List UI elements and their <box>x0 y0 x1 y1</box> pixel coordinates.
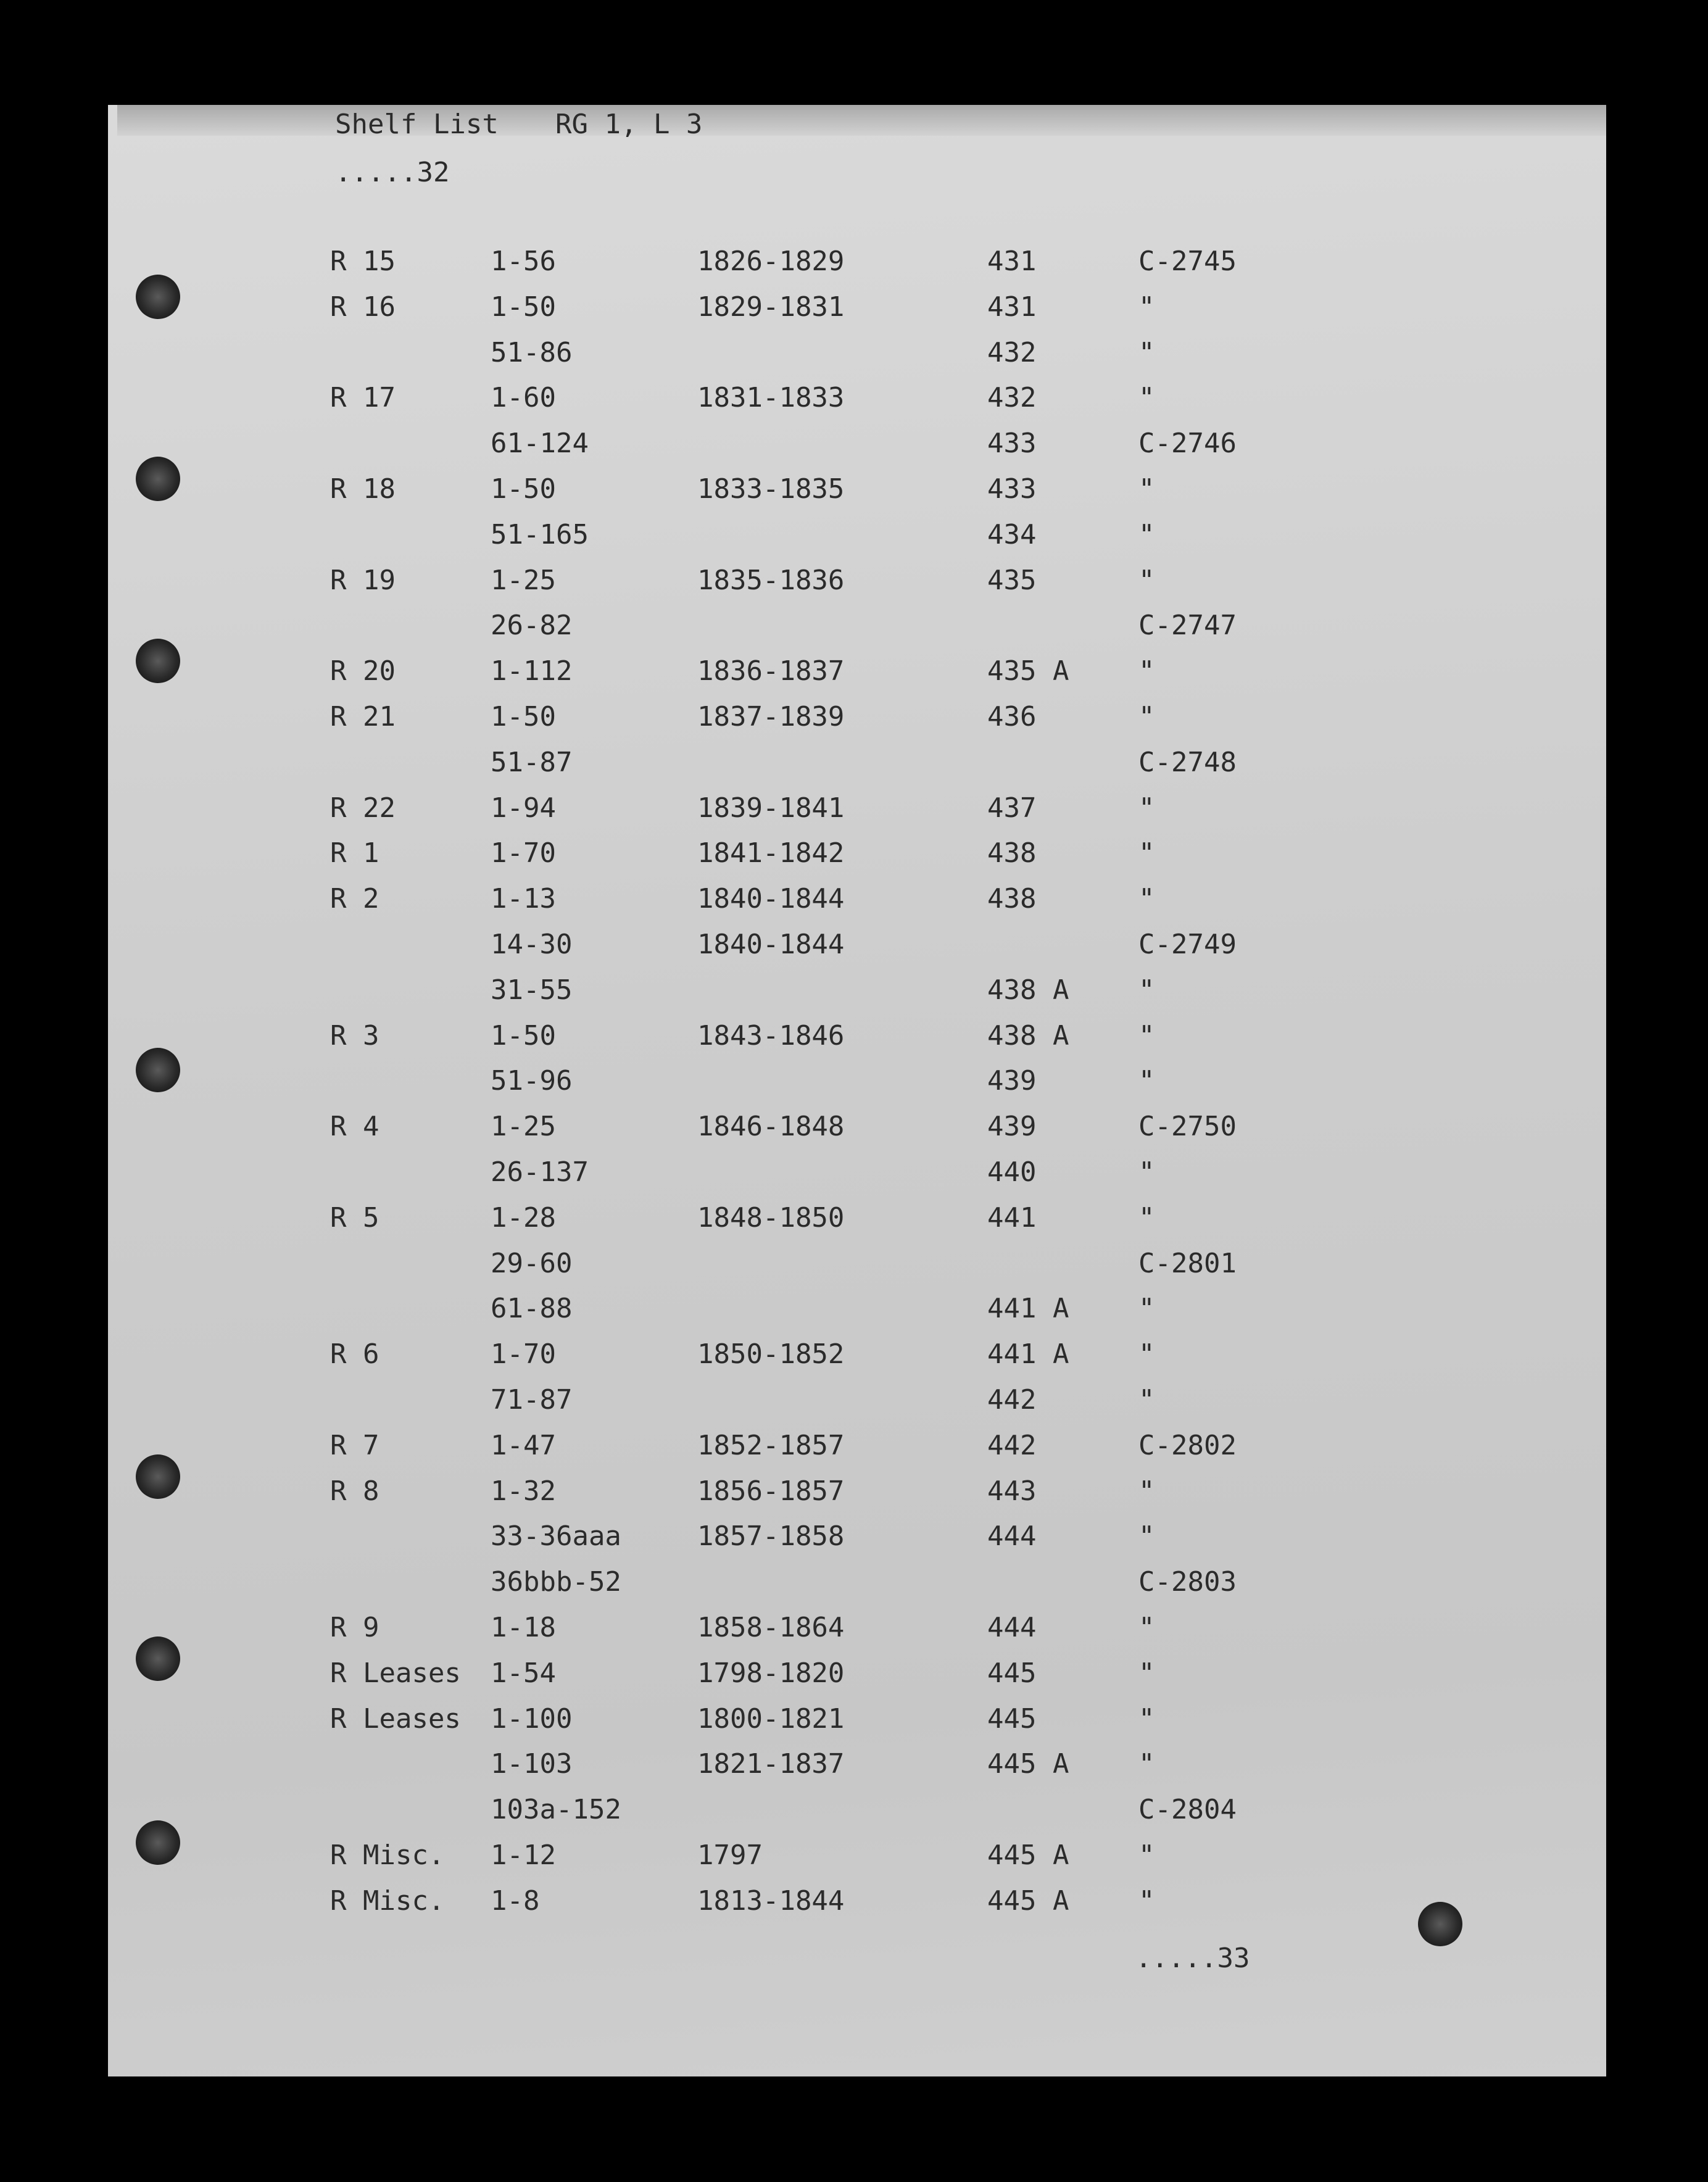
items-cell: 1-103 <box>491 1748 573 1780</box>
dates-cell: 1833-1835 <box>697 473 845 505</box>
reel-cell: " <box>1138 1156 1155 1188</box>
reel-cell: " <box>1138 655 1155 687</box>
reel-cell: " <box>1138 1840 1155 1871</box>
volume-cell: 439 <box>987 1111 1037 1142</box>
dates-cell: 1836-1837 <box>697 655 845 687</box>
dates-cell: 1841-1842 <box>697 837 845 869</box>
dates-cell: 1846-1848 <box>697 1111 845 1142</box>
volume-cell: 435 A <box>987 655 1069 687</box>
items-cell: 103a-152 <box>491 1794 621 1825</box>
volume-cell: 433 <box>987 473 1037 505</box>
reel-cell: " <box>1138 792 1155 824</box>
binder-hole <box>136 1820 180 1865</box>
items-cell: 1-8 <box>491 1885 540 1917</box>
binder-hole <box>1418 1902 1462 1946</box>
volume-cell: 435 <box>987 565 1037 596</box>
reel-cell: " <box>1138 837 1155 869</box>
series-cell: R 22 <box>330 792 396 824</box>
volume-cell: 433 <box>987 428 1037 459</box>
series-cell: R 20 <box>330 655 396 687</box>
series-cell: R Misc. <box>330 1840 445 1871</box>
items-cell: 51-96 <box>491 1065 573 1097</box>
dates-cell: 1843-1846 <box>697 1020 845 1052</box>
dates-cell: 1797 <box>697 1840 763 1871</box>
volume-cell: 438 <box>987 837 1037 869</box>
reel-cell: " <box>1138 337 1155 368</box>
items-cell: 1-50 <box>491 1020 556 1052</box>
series-cell: R 15 <box>330 246 396 277</box>
volume-cell: 431 <box>987 291 1037 323</box>
items-cell: 1-13 <box>491 883 556 915</box>
reel-cell: C-2746 <box>1138 428 1237 459</box>
reel-cell: C-2745 <box>1138 246 1237 277</box>
reel-cell: C-2801 <box>1138 1248 1237 1279</box>
series-cell: R 8 <box>330 1475 379 1507</box>
series-cell: R 1 <box>330 837 379 869</box>
reel-cell: C-2748 <box>1138 747 1237 778</box>
items-cell: 26-82 <box>491 610 573 641</box>
volume-cell: 436 <box>987 701 1037 732</box>
items-cell: 26-137 <box>491 1156 589 1188</box>
series-cell: R 5 <box>330 1202 379 1234</box>
reel-cell: " <box>1138 1748 1155 1780</box>
items-cell: 1-94 <box>491 792 556 824</box>
reel-cell: " <box>1138 1612 1155 1643</box>
reel-cell: " <box>1138 1202 1155 1234</box>
reel-cell: " <box>1138 701 1155 732</box>
items-cell: 1-47 <box>491 1430 556 1461</box>
volume-cell: 443 <box>987 1475 1037 1507</box>
document-title: Shelf List <box>335 109 499 140</box>
reel-cell: " <box>1138 1384 1155 1416</box>
dates-cell: 1858-1864 <box>697 1612 845 1643</box>
dates-cell: 1848-1850 <box>697 1202 845 1234</box>
dates-cell: 1839-1841 <box>697 792 845 824</box>
volume-cell: 445 A <box>987 1840 1069 1871</box>
items-cell: 1-28 <box>491 1202 556 1234</box>
dates-cell: 1857-1858 <box>697 1520 845 1552</box>
reel-cell: C-2803 <box>1138 1566 1237 1598</box>
volume-cell: 440 <box>987 1156 1037 1188</box>
items-cell: 71-87 <box>491 1384 573 1416</box>
reel-cell: " <box>1138 883 1155 915</box>
series-cell: R 21 <box>330 701 396 732</box>
binder-hole <box>136 457 180 501</box>
items-cell: 51-87 <box>491 747 573 778</box>
dates-cell: 1835-1836 <box>697 565 845 596</box>
volume-cell: 445 A <box>987 1885 1069 1917</box>
volume-cell: 445 <box>987 1703 1037 1735</box>
reel-cell: " <box>1138 519 1155 550</box>
series-cell: R 4 <box>330 1111 379 1142</box>
dates-cell: 1829-1831 <box>697 291 845 323</box>
reel-cell: " <box>1138 565 1155 596</box>
reel-cell: C-2747 <box>1138 610 1237 641</box>
reel-cell: C-2804 <box>1138 1794 1237 1825</box>
series-cell: R 6 <box>330 1338 379 1370</box>
dates-cell: 1831-1833 <box>697 382 845 413</box>
items-cell: 1-56 <box>491 246 556 277</box>
series-cell: R Misc. <box>330 1885 445 1917</box>
dates-cell: 1850-1852 <box>697 1338 845 1370</box>
dates-cell: 1852-1857 <box>697 1430 845 1461</box>
dates-cell: 1856-1857 <box>697 1475 845 1507</box>
items-cell: 1-112 <box>491 655 573 687</box>
next-page-marker: .....33 <box>1135 1943 1250 1974</box>
reel-cell: " <box>1138 291 1155 323</box>
reel-cell: C-2750 <box>1138 1111 1237 1142</box>
series-cell: R 18 <box>330 473 396 505</box>
series-cell: R 16 <box>330 291 396 323</box>
dates-cell: 1826-1829 <box>697 246 845 277</box>
reel-cell: " <box>1138 1475 1155 1507</box>
binder-hole <box>136 275 180 319</box>
items-cell: 61-124 <box>491 428 589 459</box>
series-cell: R 2 <box>330 883 379 915</box>
volume-cell: 442 <box>987 1384 1037 1416</box>
series-cell: R Leases <box>330 1657 461 1689</box>
items-cell: 1-54 <box>491 1657 556 1689</box>
dates-cell: 1800-1821 <box>697 1703 845 1735</box>
items-cell: 1-50 <box>491 701 556 732</box>
volume-cell: 437 <box>987 792 1037 824</box>
volume-cell: 445 <box>987 1657 1037 1689</box>
binder-hole <box>136 1636 180 1681</box>
reel-cell: " <box>1138 1520 1155 1552</box>
reel-cell: C-2802 <box>1138 1430 1237 1461</box>
dates-cell: 1813-1844 <box>697 1885 845 1917</box>
items-cell: 1-25 <box>491 1111 556 1142</box>
items-cell: 61-88 <box>491 1293 573 1324</box>
volume-cell: 441 A <box>987 1293 1069 1324</box>
items-cell: 1-18 <box>491 1612 556 1643</box>
items-cell: 51-165 <box>491 519 589 550</box>
volume-cell: 438 A <box>987 974 1069 1006</box>
items-cell: 1-32 <box>491 1475 556 1507</box>
dates-cell: 1840-1844 <box>697 929 845 960</box>
reel-cell: " <box>1138 1293 1155 1324</box>
record-group-reference: RG 1, L 3 <box>555 109 703 140</box>
volume-cell: 441 A <box>987 1338 1069 1370</box>
items-cell: 1-100 <box>491 1703 573 1735</box>
reel-cell: " <box>1138 1657 1155 1689</box>
reel-cell: C-2749 <box>1138 929 1237 960</box>
volume-cell: 439 <box>987 1065 1037 1097</box>
volume-cell: 444 <box>987 1612 1037 1643</box>
volume-cell: 432 <box>987 382 1037 413</box>
binder-hole <box>136 1454 180 1499</box>
reel-cell: " <box>1138 1020 1155 1052</box>
series-cell: R 17 <box>330 382 396 413</box>
items-cell: 1-70 <box>491 1338 556 1370</box>
volume-cell: 434 <box>987 519 1037 550</box>
reel-cell: " <box>1138 473 1155 505</box>
dates-cell: 1798-1820 <box>697 1657 845 1689</box>
items-cell: 51-86 <box>491 337 573 368</box>
series-cell: R 3 <box>330 1020 379 1052</box>
items-cell: 36bbb-52 <box>491 1566 621 1598</box>
items-cell: 14-30 <box>491 929 573 960</box>
volume-cell: 438 A <box>987 1020 1069 1052</box>
items-cell: 33-36aaa <box>491 1520 621 1552</box>
volume-cell: 431 <box>987 246 1037 277</box>
volume-cell: 445 A <box>987 1748 1069 1780</box>
volume-cell: 438 <box>987 883 1037 915</box>
reel-cell: " <box>1138 1703 1155 1735</box>
dates-cell: 1840-1844 <box>697 883 845 915</box>
items-cell: 1-25 <box>491 565 556 596</box>
items-cell: 29-60 <box>491 1248 573 1279</box>
volume-cell: 441 <box>987 1202 1037 1234</box>
items-cell: 1-50 <box>491 473 556 505</box>
volume-cell: 432 <box>987 337 1037 368</box>
series-cell: R 7 <box>330 1430 379 1461</box>
reel-cell: " <box>1138 1338 1155 1370</box>
volume-cell: 442 <box>987 1430 1037 1461</box>
reel-cell: " <box>1138 1065 1155 1097</box>
items-cell: 1-12 <box>491 1840 556 1871</box>
volume-cell: 444 <box>987 1520 1037 1552</box>
items-cell: 1-50 <box>491 291 556 323</box>
binder-hole <box>136 1048 180 1092</box>
reel-cell: " <box>1138 1885 1155 1917</box>
binder-hole <box>136 639 180 683</box>
dates-cell: 1837-1839 <box>697 701 845 732</box>
series-cell: R 9 <box>330 1612 379 1643</box>
series-cell: R 19 <box>330 565 396 596</box>
items-cell: 31-55 <box>491 974 573 1006</box>
reel-cell: " <box>1138 382 1155 413</box>
reel-cell: " <box>1138 974 1155 1006</box>
items-cell: 1-60 <box>491 382 556 413</box>
previous-page-marker: .....32 <box>335 157 450 188</box>
series-cell: R Leases <box>330 1703 461 1735</box>
items-cell: 1-70 <box>491 837 556 869</box>
dates-cell: 1821-1837 <box>697 1748 845 1780</box>
